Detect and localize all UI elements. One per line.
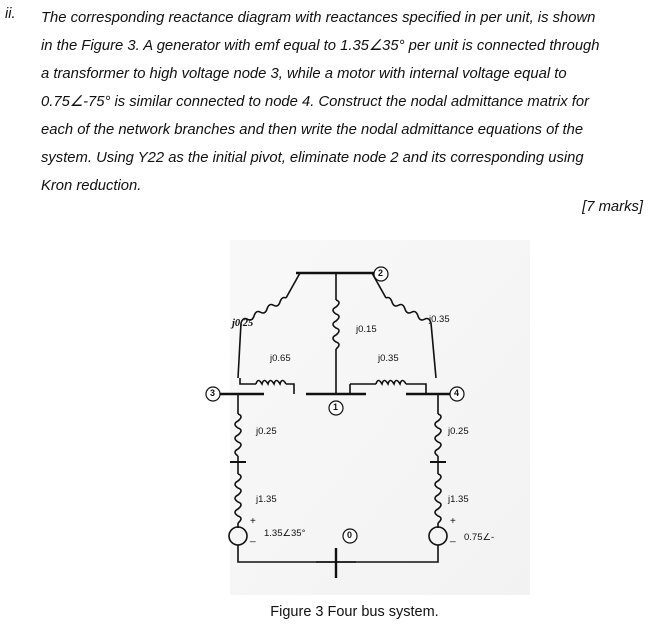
node-0-label: 0 — [347, 530, 353, 540]
question-number: ii. — [5, 6, 16, 22]
motor-emf-label: 0.75∠- — [464, 532, 495, 543]
reactance-center: j0.15 — [356, 324, 377, 335]
reactance-diagram-svg — [200, 238, 530, 598]
reactance-left-bottom: j1.35 — [256, 494, 277, 505]
node-3-label: 3 — [210, 388, 216, 398]
marks-label: [7 marks] — [582, 199, 643, 215]
node-4-label: 4 — [454, 388, 460, 398]
four-bus-diagram — [200, 238, 530, 598]
question-line-1: The corresponding reactance diagram with reactances specified in per unit, is shown — [41, 10, 596, 26]
question-line-6: system. Using Y22 as the initial pivot, eliminate node 2 and its corresponding using — [41, 150, 584, 166]
generator-plus-sign: + — [250, 516, 256, 527]
reactance-right-top: j0.35 — [429, 314, 450, 325]
reactance-left-lower: j0.25 — [256, 426, 277, 437]
reactance-mid-left: j0.65 — [270, 353, 291, 364]
node-2-label: 2 — [378, 268, 384, 278]
node-1-label: 1 — [333, 402, 339, 412]
generator-minus-sign: _ — [250, 532, 256, 543]
question-text — [41, 4, 647, 200]
motor-plus-sign: + — [450, 516, 456, 527]
question-line-3: a transformer to high voltage node 3, while a motor with internal voltage equal to — [41, 66, 567, 82]
question-line-2: in the Figure 3. A generator with emf equal to 1.35∠35° per unit is connected through — [41, 38, 600, 54]
figure-caption: Figure 3 Four bus system. — [270, 604, 439, 620]
question-line-5: each of the network branches and then write the nodal admittance equations of the — [41, 122, 584, 138]
reactance-left-top: j0.25 — [232, 318, 254, 329]
question-line-4: 0.75∠-75° is similar connected to node 4. Construct the nodal admittance matrix for — [41, 94, 590, 110]
reactance-right-bottom: j1.35 — [448, 494, 469, 505]
question-line-7: Kron reduction. — [41, 178, 142, 194]
motor-minus-sign: _ — [450, 532, 456, 543]
reactance-right-lower: j0.25 — [448, 426, 469, 437]
reactance-mid-right: j0.35 — [378, 353, 399, 364]
generator-emf-label: 1.35∠35° — [264, 528, 306, 539]
